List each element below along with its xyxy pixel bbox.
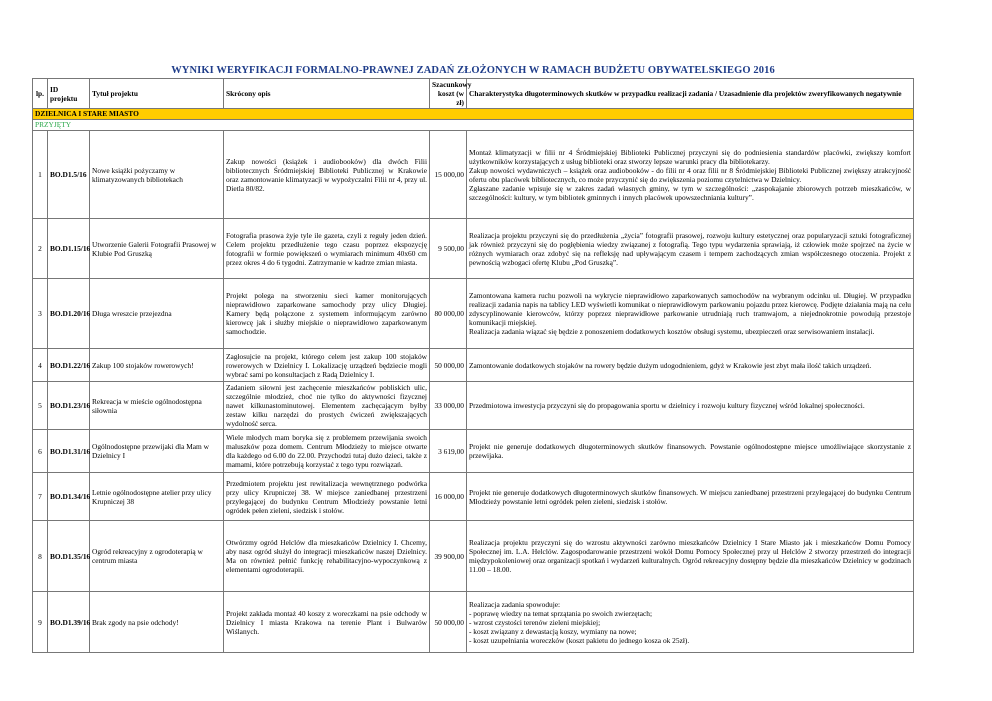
row-desc: Wiele młodych mam boryka się z problemem przewijania swoich maluszków poza domem. Centrum Młodzieży to miejsce otwarte dla każdego od 6.00 do 22.00. Przychodzi tutaj dużo dzieci, także z mamami, które potrzebują korzystać z tego typu rozwiązań. [224, 430, 430, 473]
row-id: BO.D1.35/16 [48, 521, 90, 592]
row-id: BO.D1.39/16 [48, 592, 90, 653]
row-id: BO.D1.15/16 [48, 219, 90, 279]
row-cost: 50 000,00 [430, 349, 467, 382]
row-cost: 9 500,00 [430, 219, 467, 279]
header-lp: lp. [33, 79, 48, 109]
row-lp: 5 [33, 382, 48, 430]
section-row [33, 109, 914, 120]
row-title: Nowe książki pożyczamy w klimatyzowanych bibliotekach [90, 131, 224, 219]
results-table [32, 78, 914, 653]
row-char: Realizacja projektu przyczyni się do wzrostu aktywności zarówno mieszkańców Dzielnicy I Stare Miasto jak i mieszkańców Domu Pomocy Społecznej im. L.A. Helclów. Zagospodarowanie przestrzeni wokół Domu Pomocy Społecznej przy ul Helclów 2 stworzy przestrzeń do integracji międzypokoleniowej oraz organizacji spotkań i wydarzeń kulturalnych. Ogród rekreacyjny dostępny będzie dla mieszkańców Dzielnicy w godzinach 11.00 – 18.00. [467, 521, 914, 592]
row-char: Projekt nie generuje dodatkowych długoterminowych skutków finansowych. Powstanie ogólnodostępne miejsce umożliwiające skorzystanie z przewijaka. [467, 430, 914, 473]
row-title: Brak zgody na psie odchody! [90, 592, 224, 653]
row-lp: 1 [33, 131, 48, 219]
table-row [33, 592, 914, 653]
row-char: Zamontowana kamera ruchu pozwoli na wykrycie nieprawidłowo zaparkowanych samochodów na wybranym odcinku ul. Długiej. W przypadku realizacji zadania napis na tablicy LED wyświetli komunikat o nieprawidłowym parkowaniu pojazdu przez kierowcę. Podjęte działania mają na celu zdyscyplinowanie kierowców, którzy poprzez nieprawidłowe parkowanie utrudniają ruch tramwajom, a niejednokrotnie powodują przestoje komunikacji miejskiej. Realizacja zadania wiązać się będzie z ponoszeniem dodatkowych kosztów obsługi systemu, ubezpieczeń oraz serwisowaniem instalacji. [467, 279, 914, 349]
table-row [33, 349, 914, 382]
row-title: Długa wreszcie przejezdna [90, 279, 224, 349]
table-row [33, 279, 914, 349]
row-char: Projekt nie generuje dodatkowych długoterminowych skutków finansowych. W miejscu zaniedbanej przestrzeni przylegającej do budynku Centrum Młodzieży powstanie letni ogródek pełen zieleni, siedzisk i stołów. [467, 473, 914, 521]
section-label: DZIELNICA I STARE MIASTO [33, 109, 914, 120]
subsection-row [33, 120, 914, 131]
row-desc: Zadaniem siłowni jest zachęcenie mieszkańców pobliskich ulic, szczególnie młodzież, choć nie tylko do aktywności fizycznej nawet kilkunastominutowej. Elementem zachęcającym byłby zestaw kilku narzędzi do prostych ćwiczeń zwiększających wydolność serca. [224, 382, 430, 430]
row-char: Przedmiotowa inwestycja przyczyni się do propagowania sportu w dzielnicy i rozwoju kultury fizycznej wśród lokalnej społeczności. [467, 382, 914, 430]
row-desc: Zakup nowości (książek i audiobooków) dla dwóch Filii bibliotecznych Śródmiejskiej Biblioteki Publicznej w Krakowie oraz zamontowanie klimatyzacji w wypożyczalni Filii nr 4, przy ul. Dietla 80/82. [224, 131, 430, 219]
header-cost: Szacunkowy koszt (w zł) [430, 79, 467, 109]
report-sheet [32, 64, 914, 653]
row-id: BO.D1.31/16 [48, 430, 90, 473]
row-cost: 80 000,00 [430, 279, 467, 349]
row-id: BO.D1.23/16 [48, 382, 90, 430]
row-lp: 2 [33, 219, 48, 279]
row-lp: 4 [33, 349, 48, 382]
table-row [33, 430, 914, 473]
row-desc: Otwórzmy ogród Helclów dla mieszkańców Dzielnicy I. Chcemy, aby nasz ogród służył do integracji mieszkańców naszej Dzielnicy. Ma on również pełnić funkcję rehabilitacyjno-wypoczynkową z elementami ogrodoterapii. [224, 521, 430, 592]
row-desc: Fotografia prasowa żyje tyle ile gazeta, czyli z reguły jeden dzień. Celem projektu przedłużenie tego czasu poprzez ekspozycję fotografii w formie powiększeń o wymiarach minimum 40x60 cm przez okres 4 do 6 tygodni. Zatrzymanie w kadrze zmian miasta. [224, 219, 430, 279]
row-lp: 3 [33, 279, 48, 349]
table-row [33, 219, 914, 279]
row-char: Zamontowanie dodatkowych stojaków na rowery będzie dużym udogodnieniem, gdyż w Krakowie jest zbyt mała ilość takich urządzeń. [467, 349, 914, 382]
row-char: Realizacja zadania spowoduje: - poprawę wiedzy na temat sprzątania po swoich zwierzętach; - wzrost czystości terenów zieleni miejskiej; - koszt związany z dewastacją koszy, wymiany na nowe; - koszt uzupełniania woreczków (koszt pakietu do jednego kosza ok 25zł). [467, 592, 914, 653]
row-desc: Projekt zakłada montaż 40 koszy z woreczkami na psie odchody w Dzielnicy I miasta Krakowa na terenie Plant i Bulwarów Wiślanych. [224, 592, 430, 653]
row-id: BO.D1.20/16 [48, 279, 90, 349]
row-title: Rekreacja w mieście ogólnodostępna siłownia [90, 382, 224, 430]
row-cost: 3 619,00 [430, 430, 467, 473]
row-id: BO.D1.34/16 [48, 473, 90, 521]
header-row [33, 79, 914, 109]
row-char: Montaż klimatyzacji w filii nr 4 Śródmiejskiej Biblioteki Publicznej przyczyni się do podniesienia standardów placówki, zwiększy komfort użytkowników korzystających z usług biblioteki oraz stworzy lepsze warunki pracy dla bibliotekarzy. Zakup nowości wydawniczych – książek oraz audiobooków - do filii nr 4 oraz filii nr 8 Śródmiejskiej Biblioteki Publicznej zwiększy atrakcyjność ofertu obu placówek bibliotecznych, co może przyczynić się do zwiększenia poziomu czytelnictwa w Dzielnicy. Zgłaszane zadanie wpisuje się w zakres zadań własnych gminy, w tym w szczególności: „zaspokajanie zbiorowych potrzeb mieszkańców, w szczególności: kultury, w tym bibliotek gminnych i innych placówek upowszechniania kultury”. [467, 131, 914, 219]
row-title: Zakup 100 stojaków rowerowych! [90, 349, 224, 382]
row-title: Ogród rekreacyjny z ogrodoterapią w centrum miasta [90, 521, 224, 592]
row-lp: 6 [33, 430, 48, 473]
row-title: Letnie ogólnodostępne atelier przy ulicy Krupniczej 38 [90, 473, 224, 521]
row-char: Realizacja projektu przyczyni się do przedłużenia „życia” fotografii prasowej, rozwoju kultury estetycznej oraz popularyzacji sztuki fotograficznej jak również przyczyni się do pogłębienia wiedzy związanej z fotografią. Tego typu wydarzenia sprawiają, iż człowiek może spojrzeć na życie w różnych wymiarach oraz zdobyć się na refleksję nad upływającym czasem i tempem zachodzących zmian współczesnego otoczenia. Projekt z pewnością wzbogaci ofertę Klubu „Pod Gruszką”. [467, 219, 914, 279]
row-cost: 16 000,00 [430, 473, 467, 521]
row-lp: 7 [33, 473, 48, 521]
row-cost: 50 000,00 [430, 592, 467, 653]
row-title: Utworzenie Galerii Fotografii Prasowej w Klubie Pod Gruszką [90, 219, 224, 279]
table-row [33, 382, 914, 430]
subsection-label: PRZYJĘTY [33, 120, 914, 131]
header-title: Tytuł projektu [90, 79, 224, 109]
row-desc: Przedmiotem projektu jest rewitalizacja wewnętrznego podwórka przy ulicy Krupniczej 38. W miejsce zaniedbanej przestrzeni przylegającej do budynku Centrum Młodzieży powstanie letni ogródek pełen zieleni, siedzisk i stołów. [224, 473, 430, 521]
row-desc: Zagłosujcie na projekt, którego celem jest zakup 100 stojaków rowerowych w Dzielnicy I. Lokalizację urządzeń będziecie mogli wybrać sami po konsultacjach z Radą Dzielnicy I. [224, 349, 430, 382]
row-title: Ogólnodostępne przewijaki dla Mam w Dzielnicy I [90, 430, 224, 473]
row-lp: 9 [33, 592, 48, 653]
table-row [33, 131, 914, 219]
report-title: WYNIKI WERYFIKACJI FORMALNO-PRAWNEJ ZADAŃ ZŁOŻONYCH W RAMACH BUDŻETU OBYWATELSKIEGO 2016 [171, 65, 775, 76]
header-id: ID projektu [48, 79, 90, 109]
row-id: BO.D1.5/16 [48, 131, 90, 219]
header-desc: Skrócony opis [224, 79, 430, 109]
row-cost: 39 900,00 [430, 521, 467, 592]
header-char: Charakterystyka długoterminowych skutków w przypadku realizacji zadania / Uzasadnienie dla projektów zweryfikowanych negatywnie [467, 79, 914, 109]
row-lp: 8 [33, 521, 48, 592]
row-cost: 33 000,00 [430, 382, 467, 430]
table-row [33, 521, 914, 592]
table-row [33, 473, 914, 521]
row-id: BO.D1.22/16 [48, 349, 90, 382]
row-cost: 15 000,00 [430, 131, 467, 219]
row-desc: Projekt polega na stworzeniu sieci kamer monitorujących nieprawidłowo zaparkowane samochody przy ulicy Długiej. Kamery będą połączone z systemem informującym zarówno kierowcę jak i służby miejskie o nieprawidłowo zaparkowanym samochodzie. [224, 279, 430, 349]
